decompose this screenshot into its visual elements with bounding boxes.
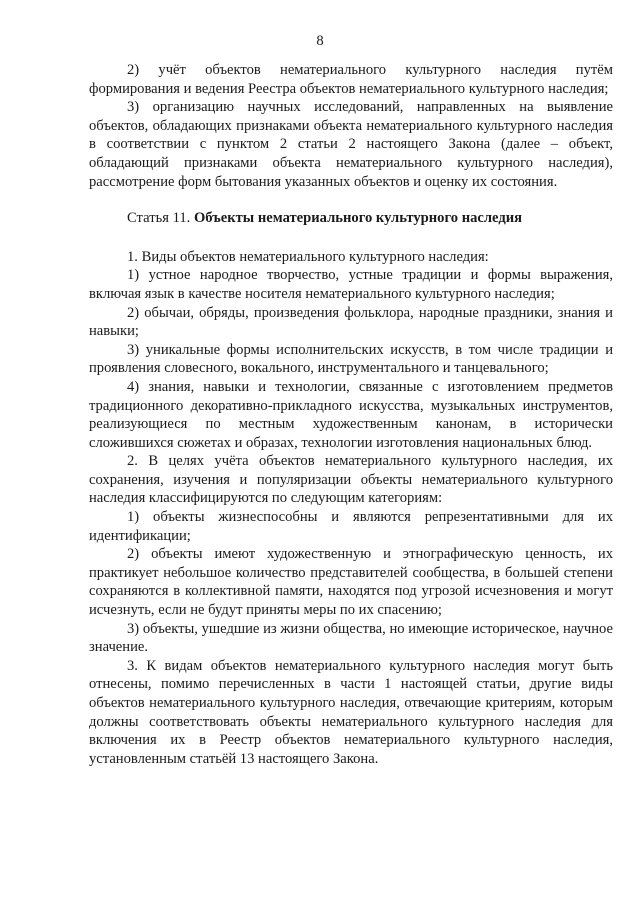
article-title: Объекты нематериального культурного наследия xyxy=(193,210,523,227)
paragraph-item-3-research: 3) организацию научных исследований, направленных на выявление объектов, обладающих признаками объекта нематериального культурного наследия в соответствии с пунктом 2 статьи 2 настоящего Закона (далее – объект, обладающий признаками объекта нематериального культурного наследия), рассмотрение форм бытования указанных объектов и оценку их состояния. xyxy=(89,99,613,190)
paragraph-part-3-other-types: 3. К видам объектов нематериального культурного наследия могут быть отнесены, помимо перечисленных в части 1 настоящей статьи, другие виды объектов нематериального культурного наследия, отвечающие критериям, которым должны соответствовать объекты нематериального культурного наследия для включения их в Реестр объектов нематериального культурного наследия, установленным статьёй 13 настоящего Закона. xyxy=(89,657,613,767)
paragraph-category-1: 1) объекты жизнеспособны и являются репрезентативными для их идентификации; xyxy=(89,509,613,544)
paragraph-type-4-crafts: 4) знания, навыки и технологии, связанные с изготовлением предметов традиционного декоративно-прикладного искусства, музыкальных инструментов, реализующиеся по местным художественным канонам, в исторически сложившихся сюжетах и образах, технологии изготовления национальных блюд. xyxy=(89,378,613,451)
paragraph-type-1-oral: 1) устное народное творчество, устные традиции и формы выражения, включая язык в качестве носителя нематериального культурного наследия; xyxy=(89,267,613,302)
paragraph-item-2-registry: 2) учёт объектов нематериального культурного наследия путём формирования и ведения Реестра объектов нематериального культурного наследия; xyxy=(89,62,613,97)
paragraph-type-3-performing-arts: 3) уникальные формы исполнительских искусств, в том числе традиции и проявления словесного, вокального, инструментального и танцевального; xyxy=(89,341,613,377)
document-body xyxy=(89,61,613,768)
paragraph-category-2: 2) объекты имеют художественную и этнографическую ценность, их практикует небольшое количество представителей сообщества, в большей степени сохраняются в коллективной памяти, находятся под угрозой исчезновения и могут исчезнуть, если не будут приняты меры по их спасению; xyxy=(89,546,613,619)
article-prefix: Статья 11. xyxy=(127,210,194,227)
paragraph-part-2-categories: 2. В целях учёта объектов нематериального культурного наследия, их сохранения, изучения и популяризации объекты нематериального культурного наследия классифицируются по следующим категориям: xyxy=(89,453,613,507)
paragraph-type-2-customs: 2) обычаи, обряды, произведения фольклора, народные праздники, знания и навыки; xyxy=(89,304,613,340)
paragraph-category-3: 3) объекты, ушедшие из жизни общества, но имеющие историческое, научное значение. xyxy=(89,620,613,656)
paragraph-part-1-types: 1. Виды объектов нематериального культурного наследия: xyxy=(127,248,489,265)
article-heading xyxy=(89,209,613,228)
page-number: 8 xyxy=(316,33,324,49)
